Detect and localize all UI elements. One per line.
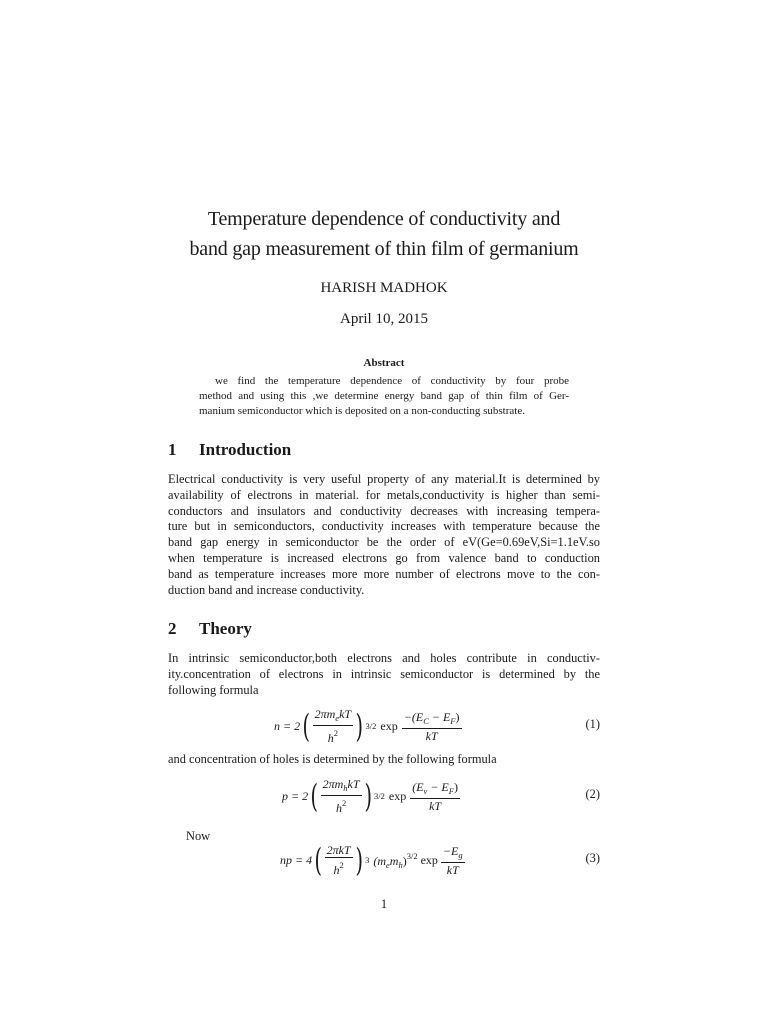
equation-fraction: $\frac{2\pi m_hkT}{h^2}$ <box>322 777 360 815</box>
publication-date: April 10, 2015 <box>340 311 428 327</box>
section-title: Introduction <box>199 440 292 459</box>
abstract-line: we find the temperature dependence of conductivity by four probe <box>215 375 569 387</box>
author-name: HARISH MADHOK <box>320 280 448 296</box>
equation-mass-term: $(m_em_h)^{3/2}$ <box>373 850 418 870</box>
paragraph-line: duction band and increase conductivity. <box>168 582 365 597</box>
equation-number: (1) <box>585 717 600 731</box>
section-heading-introduction <box>168 440 291 460</box>
paragraph-line: following formula <box>168 682 259 697</box>
paragraph-line: In intrinsic semiconductor,both electrons and holes contribute in conductiv- <box>168 651 600 665</box>
title-line-2: band gap measurement of thin film of germanium <box>189 238 579 260</box>
equation-lhs: np = 4 <box>280 852 313 867</box>
equation-fraction: $\frac{\text{2πkT}}{h^2}$ <box>326 843 351 877</box>
abstract-heading: Abstract <box>363 357 405 369</box>
section-title: Theory <box>199 619 252 638</box>
equation-3 <box>168 838 600 882</box>
section-heading-theory <box>168 619 252 639</box>
paragraph-line: band as temperature increases more more number of electrons move to the con- <box>168 566 600 581</box>
paragraph-line: and concentration of holes is determined by the following formula <box>168 752 497 766</box>
paragraph-line: conductors and insulators and conductivity decreases with increasing tempera- <box>168 503 600 518</box>
title-line-1: Temperature dependence of conductivity and <box>207 208 561 230</box>
abstract-line: manium semiconductor which is deposited on a non-conducting substrate. <box>199 405 525 417</box>
abstract-body <box>199 374 569 419</box>
page-number: 1 <box>380 897 388 911</box>
equation-number: (3) <box>585 851 600 865</box>
equation-lhs: n = 2 <box>274 718 301 733</box>
paragraph-line: availability of electrons in material. for metals,conductivity is higher than semi- <box>168 487 600 502</box>
equation-lhs: p = 2 <box>282 788 309 803</box>
section-number: 1 <box>168 440 177 459</box>
equation-power: 3/2 <box>374 791 385 801</box>
abstract-line: method and using this ,we determine energy band gap of thin film of Ger- <box>199 390 569 402</box>
paragraph-line: Electrical conductivity is very useful property of any material.It is determined by <box>168 472 600 486</box>
paragraph-line: when temperature is increased electrons go from valence band to conduction <box>168 550 600 565</box>
equation-exp-fraction: $\frac{-E_g}{kT}$ <box>442 843 463 877</box>
equation-exp-fraction: $\frac{-(E_C - E_F)}{kT}$ <box>403 709 460 743</box>
now-text: Now <box>186 829 211 843</box>
paragraph-line: ture but in semiconductors, conductivity increases with temperature because the <box>168 519 600 534</box>
introduction-paragraph <box>168 472 600 598</box>
equation-power: 3/2 <box>365 721 377 731</box>
equation-1 <box>168 704 600 748</box>
equation-exp-fraction: $\frac{(E_v - E_F)}{kT}$ <box>412 779 458 813</box>
equation-1-math: n = 2 ( $\frac{2\pi m_ekT}{h^2}$ ) 3/2 exp $\frac{-(E_C - E_F)}{kT}$ <box>274 707 460 745</box>
paragraph-line: ity.concentration of electrons in intrinsic semiconductor is determined by the <box>168 666 600 681</box>
equation-3-math: np = 4 ( $\frac{\text{2πkT}}{h^2}$ ) 3 $(m_em_h)^{3/2}$ exp $\frac{-E_g}{kT}$ <box>280 841 463 879</box>
equation-2 <box>168 774 600 818</box>
holes-sentence <box>168 752 600 768</box>
paragraph-line: band gap energy in semiconductor be the order of eV(Ge=0.69eV,Si=1.1eV.so <box>168 535 600 550</box>
equation-power: 3 <box>365 855 370 865</box>
paper-title <box>100 204 668 264</box>
section-number: 2 <box>168 619 177 638</box>
theory-paragraph <box>168 651 600 698</box>
equation-fraction: $\frac{2\pi m_ekT}{h^2}$ <box>314 707 352 745</box>
equation-number: (2) <box>585 787 600 801</box>
equation-2-math: p = 2 ( $\frac{2\pi m_hkT}{h^2}$ ) 3/2 exp $\frac{(E_v - E_F)}{kT}$ <box>282 777 458 815</box>
